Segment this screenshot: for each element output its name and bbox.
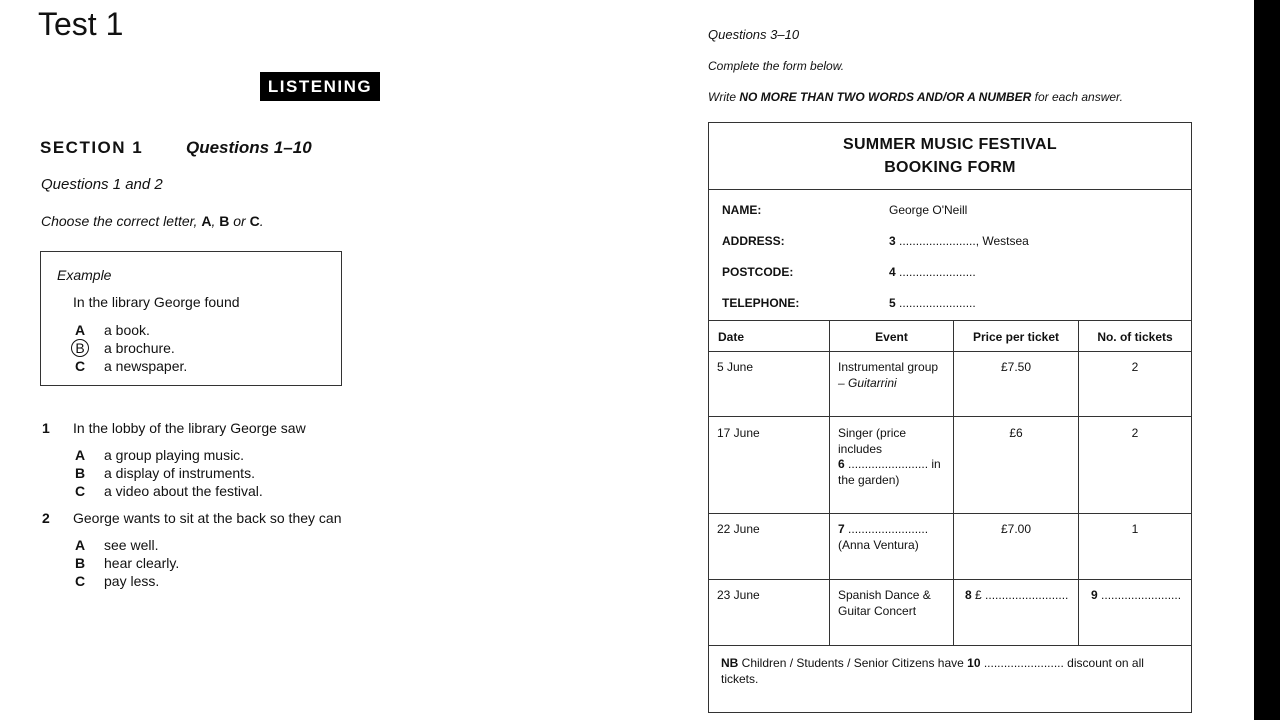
form-instruction: Complete the form below. bbox=[708, 59, 845, 73]
row-3-date: 22 June bbox=[717, 522, 760, 536]
option-letter: A bbox=[74, 447, 86, 463]
blank-dots: ........................ bbox=[1097, 588, 1182, 602]
blank-number: 7 bbox=[838, 522, 845, 536]
name-label: NAME: bbox=[722, 203, 762, 217]
option-text: a newspaper. bbox=[104, 358, 188, 374]
blank-number: 3 bbox=[889, 234, 896, 248]
blank-number: 9 bbox=[1091, 588, 1098, 602]
question-1-stem: In the lobby of the library George saw bbox=[73, 420, 306, 436]
name-value: George O'Neill bbox=[889, 203, 968, 217]
section-label: SECTION 1 bbox=[40, 138, 144, 157]
price-prefix: £ bbox=[971, 588, 986, 602]
instruction-letter-a: A bbox=[201, 213, 212, 229]
address-blank: ......................., Westsea bbox=[899, 234, 1029, 248]
row-4-event bbox=[838, 588, 931, 619]
column-header-event: Event bbox=[875, 330, 908, 344]
row-2-event bbox=[838, 426, 941, 488]
blank-number: 4 bbox=[889, 265, 896, 279]
instruction-sep: or bbox=[229, 213, 250, 229]
telephone-blank: ....................... bbox=[899, 296, 976, 310]
column-header-tickets: No. of tickets bbox=[1097, 330, 1173, 344]
section-heading bbox=[40, 138, 312, 158]
row-1-tickets: 2 bbox=[1131, 360, 1139, 374]
instruction-text: Write bbox=[708, 90, 740, 104]
note-blank-10[interactable]: ........................ discount on all tickets. bbox=[721, 656, 1144, 686]
telephone-value[interactable] bbox=[889, 296, 976, 310]
option-text: a group playing music. bbox=[104, 447, 245, 463]
table-row-border bbox=[709, 579, 1191, 580]
option-letter: A bbox=[74, 537, 86, 553]
column-header-price: Price per ticket bbox=[972, 330, 1060, 344]
event-text: in bbox=[928, 457, 941, 471]
booking-form bbox=[708, 122, 1192, 713]
event-text: – Guitarrini bbox=[838, 375, 897, 390]
note-text: Children / Students / Senior Citizens have bbox=[738, 656, 968, 670]
divider bbox=[709, 189, 1191, 190]
example-box bbox=[40, 251, 342, 386]
nb-label: NB bbox=[721, 656, 739, 670]
instruction-sep: , bbox=[211, 213, 220, 229]
instruction-text: for each answer. bbox=[1031, 90, 1123, 104]
blank-dots: ......................... bbox=[985, 588, 1069, 602]
row-3-tickets: 1 bbox=[1131, 522, 1139, 536]
row-1-event bbox=[838, 360, 938, 391]
table-header-border bbox=[709, 351, 1191, 352]
telephone-label: TELEPHONE: bbox=[722, 296, 800, 310]
event-text: Spanish Dance & bbox=[838, 588, 931, 602]
form-title-line-2: BOOKING FORM bbox=[884, 159, 1016, 176]
row-3-event bbox=[838, 522, 928, 553]
instruction-text: Choose the correct letter, bbox=[41, 213, 202, 229]
row-1-date: 5 June bbox=[717, 360, 754, 374]
question-2-number: 2 bbox=[42, 510, 50, 526]
table-row-border bbox=[709, 416, 1191, 417]
address-label: ADDRESS: bbox=[722, 234, 785, 248]
instruction bbox=[41, 213, 264, 229]
postcode-blank: ....................... bbox=[899, 265, 976, 279]
event-text: the garden) bbox=[838, 472, 900, 487]
address-value[interactable] bbox=[889, 234, 1029, 248]
option-letter: A bbox=[74, 322, 86, 338]
event-blank-7[interactable] bbox=[838, 522, 928, 538]
blank-number: 5 bbox=[889, 296, 896, 310]
row-4-price-blank-8[interactable] bbox=[965, 588, 1068, 604]
option-text: pay less. bbox=[104, 573, 160, 589]
instruction-suffix: . bbox=[259, 213, 264, 229]
blank-number: 10 bbox=[967, 656, 981, 670]
section-questions: Questions 1–10 bbox=[185, 138, 312, 157]
row-2-price: £6 bbox=[1009, 426, 1023, 440]
event-blank-6[interactable] bbox=[838, 457, 941, 473]
option-letter: C bbox=[74, 483, 86, 499]
sub-heading: Questions 1 and 2 bbox=[41, 176, 163, 193]
table-row-border bbox=[709, 513, 1191, 514]
blank-number: 6 bbox=[838, 457, 845, 471]
instruction-letter-b: B bbox=[219, 213, 230, 229]
table-column-divider bbox=[829, 320, 830, 645]
option-letter: C bbox=[74, 358, 86, 374]
question-1-number: 1 bbox=[42, 420, 50, 436]
row-2-date: 17 June bbox=[717, 426, 760, 440]
blank-number: 8 bbox=[965, 588, 972, 602]
option-letter: B bbox=[74, 465, 86, 481]
instruction-emphasis: NO MORE THAN TWO WORDS AND/OR A NUMBER bbox=[739, 90, 1032, 104]
listening-badge: LISTENING bbox=[260, 72, 380, 101]
option-text: a video about the festival. bbox=[104, 483, 263, 499]
blank-dots: ........................ bbox=[848, 522, 929, 536]
discount-note bbox=[721, 656, 1171, 687]
option-text: hear clearly. bbox=[104, 555, 180, 571]
blank-dots: ........................ bbox=[848, 457, 929, 471]
question-2-stem: George wants to sit at the back so they can bbox=[73, 510, 342, 526]
table-bottom-border bbox=[709, 645, 1191, 646]
form-title-line-1: SUMMER MUSIC FESTIVAL bbox=[842, 136, 1057, 153]
right-edge-bar bbox=[1254, 0, 1280, 720]
option-letter: B bbox=[74, 555, 86, 571]
row-3-price: £7.00 bbox=[1000, 522, 1032, 536]
circled-answer-letter: B bbox=[73, 339, 87, 357]
event-text: Instrumental group bbox=[838, 360, 939, 374]
questions-3-10-label: Questions 3–10 bbox=[708, 27, 800, 42]
option-text: a display of instruments. bbox=[104, 465, 255, 481]
example-stem: In the library George found bbox=[73, 294, 240, 310]
column-header-date: Date bbox=[718, 330, 745, 344]
postcode-label: POSTCODE: bbox=[722, 265, 794, 279]
event-text: Guitar Concert bbox=[838, 603, 917, 618]
word-limit-instruction bbox=[708, 90, 1123, 104]
event-text: (Anna Ventura) bbox=[838, 537, 919, 552]
instruction-letter-c: C bbox=[249, 213, 260, 229]
row-4-date: 23 June bbox=[717, 588, 760, 602]
option-letter: C bbox=[74, 573, 86, 589]
postcode-value[interactable] bbox=[889, 265, 976, 279]
row-2-tickets: 2 bbox=[1131, 426, 1139, 440]
row-1-price: £7.50 bbox=[1000, 360, 1032, 374]
event-text: Singer (price bbox=[838, 426, 907, 440]
page-title: Test 1 bbox=[38, 6, 124, 42]
row-4-tickets-blank-9[interactable] bbox=[1091, 588, 1181, 604]
option-text: a brochure. bbox=[104, 340, 175, 356]
table-top-border bbox=[709, 320, 1191, 321]
example-label: Example bbox=[57, 267, 112, 283]
option-text: a book. bbox=[104, 322, 150, 338]
option-text: see well. bbox=[104, 537, 159, 553]
event-text: includes bbox=[838, 441, 883, 456]
